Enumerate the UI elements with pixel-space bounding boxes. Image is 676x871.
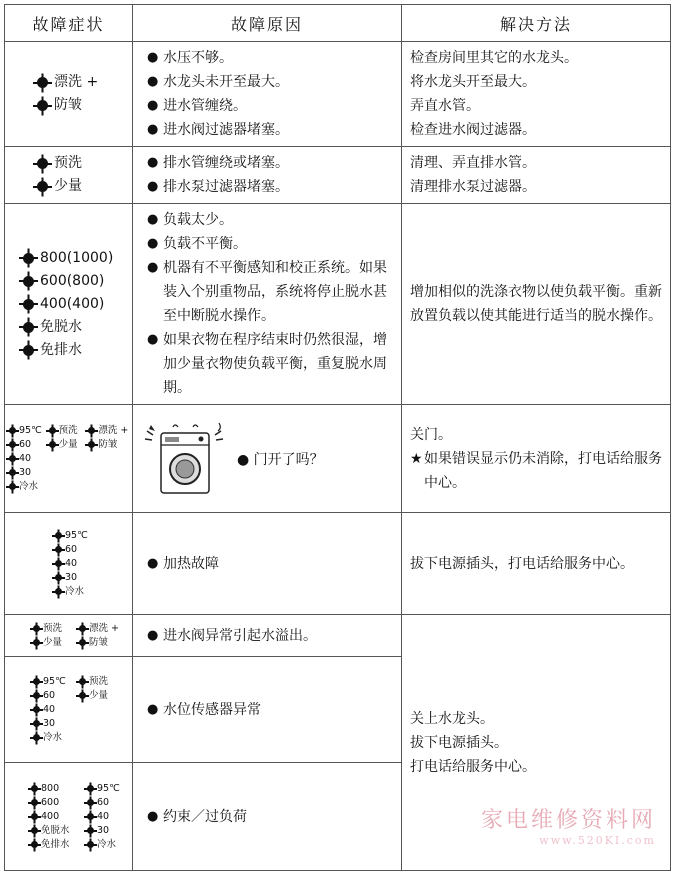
solution-cell: 检查房间里其它的水龙头。 将水龙头开至最大。 弄直水管。 检查进水阀过滤器。 bbox=[402, 42, 671, 147]
indicator-lamp-icon bbox=[88, 427, 95, 434]
indicator-lamp-icon bbox=[87, 841, 94, 848]
indicator-lamp-icon bbox=[87, 785, 94, 792]
symptom-cell: 漂洗 + 防皱 bbox=[5, 42, 133, 147]
symptom-cell: 95℃ 60 40 30 冷水 预洗 少量 bbox=[5, 657, 133, 763]
solution-cell: 拔下电源插头，打电话给服务中心。 bbox=[402, 513, 671, 615]
header-symptom: 故障症状 bbox=[5, 5, 133, 42]
indicator-lamp-icon bbox=[9, 483, 16, 490]
indicator-lamp-icon bbox=[55, 532, 62, 539]
indicator-lamp-icon bbox=[33, 720, 40, 727]
symptom-cell: 800 600 400 免脱水 免排水 95℃ 60 40 30 冷水 bbox=[5, 763, 133, 871]
indicator-lamp-icon bbox=[9, 469, 16, 476]
indicator-lamp-icon bbox=[87, 827, 94, 834]
indicator-lamp-icon bbox=[55, 560, 62, 567]
indicator-lamp-icon bbox=[87, 813, 94, 820]
indicator-lamp-icon bbox=[33, 625, 40, 632]
cause-cell: ● 进水阀异常引起水溢出。 bbox=[133, 615, 402, 657]
indicator-lamp-icon bbox=[31, 841, 38, 848]
table-row bbox=[5, 147, 671, 204]
indicator-lamp-icon bbox=[37, 181, 48, 192]
indicator-lamp-icon bbox=[49, 427, 56, 434]
watermark: 家电维修资料网 www.520KI.com bbox=[480, 808, 656, 847]
indicator-lamp-icon bbox=[9, 441, 16, 448]
cause-cell: ● 加热故障 bbox=[133, 513, 402, 615]
indicator-lamp-icon bbox=[37, 77, 48, 88]
solution-cell-shared: 关上水龙头。 拔下电源插头。 打电话给服务中心。 bbox=[402, 615, 671, 871]
indicator-lamp-icon bbox=[31, 785, 38, 792]
indicator-lamp-icon bbox=[23, 299, 34, 310]
table-row bbox=[5, 204, 671, 405]
cause-cell: ● 排水管缠绕或堵塞。 ● 排水泵过滤器堵塞。 bbox=[133, 147, 402, 204]
indicator-lamp-icon bbox=[33, 692, 40, 699]
indicator-lamp-icon bbox=[23, 276, 34, 287]
indicator-lamp-icon bbox=[49, 441, 56, 448]
cause-cell: ● 门开了吗？ bbox=[133, 405, 402, 513]
indicator-lamp-icon bbox=[37, 100, 48, 111]
table-row bbox=[5, 405, 671, 513]
indicator-lamp-icon bbox=[37, 158, 48, 169]
indicator-lamp-icon bbox=[79, 692, 86, 699]
table-row bbox=[5, 513, 671, 615]
indicator-lamp-icon bbox=[23, 253, 34, 264]
solution-cell: 关门。 ★ 如果错误显示仍未消除，打电话给服务中心。 bbox=[402, 405, 671, 513]
table-row bbox=[5, 615, 671, 657]
symptom-cell: 800(1000) 600(800) 400(400) 免脱水 免排水 bbox=[5, 204, 133, 405]
cause-cell: ● 负载太少。 ● 负载不平衡。 ● 机器有不平衡感知和校正系统。如果装入个别重物品，系统将停止脱水甚至中断脱水操作。 ● 如果衣物在程序结束时仍然很湿，增加少量衣物使负载平衡，重复脱水周期。 bbox=[133, 204, 402, 405]
cause-cell: ● 水压不够。 ● 水龙头未开至最大。 ● 进水管缠绕。 ● 进水阀过滤器堵塞。 bbox=[133, 42, 402, 147]
symptom-cell: 95℃ 60 40 30 冷水 预洗 少量 漂洗 + 防皱 bbox=[5, 405, 133, 513]
indicator-lamp-icon bbox=[9, 427, 16, 434]
indicator-lamp-icon bbox=[55, 574, 62, 581]
indicator-lamp-icon bbox=[33, 734, 40, 741]
cause-cell: ● 水位传感器异常 bbox=[133, 657, 402, 763]
indicator-lamp-icon bbox=[31, 827, 38, 834]
indicator-lamp-icon bbox=[79, 639, 86, 646]
indicator-lamp-icon bbox=[87, 799, 94, 806]
troubleshooting-table bbox=[4, 4, 671, 871]
symptom-cell: 95℃ 60 40 30 冷水 bbox=[5, 513, 133, 615]
indicator-lamp-icon bbox=[31, 799, 38, 806]
indicator-lamp-icon bbox=[33, 639, 40, 646]
indicator-lamp-icon bbox=[88, 441, 95, 448]
washing-machine-icon bbox=[141, 421, 227, 497]
indicator-lamp-icon bbox=[33, 706, 40, 713]
indicator-lamp-icon bbox=[55, 588, 62, 595]
indicator-lamp-icon bbox=[23, 322, 34, 333]
symptom-cell: 预洗 少量 漂洗 + 防皱 bbox=[5, 615, 133, 657]
indicator-lamp-icon bbox=[9, 455, 16, 462]
solution-cell: 清理、弄直排水管。 清理排水泵过滤器。 bbox=[402, 147, 671, 204]
indicator-lamp-icon bbox=[55, 546, 62, 553]
cause-cell: ● 约束／过负荷 bbox=[133, 763, 402, 871]
table-header bbox=[5, 5, 671, 42]
indicator-lamp-icon bbox=[23, 345, 34, 356]
solution-cell: 增加相似的洗涤衣物以使负载平衡。重新放置负载以使其能进行适当的脱水操作。 bbox=[402, 204, 671, 405]
header-cause: 故障原因 bbox=[133, 5, 402, 42]
header-solution: 解决方法 bbox=[402, 5, 671, 42]
indicator-lamp-icon bbox=[79, 678, 86, 685]
indicator-lamp-icon bbox=[31, 813, 38, 820]
indicator-lamp-icon bbox=[79, 625, 86, 632]
symptom-cell: 预洗 少量 bbox=[5, 147, 133, 204]
table-row bbox=[5, 42, 671, 147]
indicator-lamp-icon bbox=[33, 678, 40, 685]
star-icon: ★ bbox=[410, 450, 423, 467]
